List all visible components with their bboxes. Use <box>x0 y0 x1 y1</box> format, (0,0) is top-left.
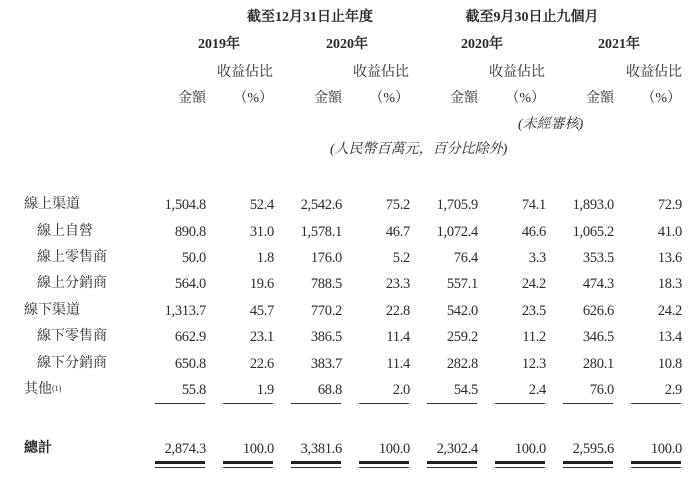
cell-fy2020-amount: 68.8 <box>317 382 342 398</box>
cell-9m2020-pct: 3.3 <box>528 250 546 266</box>
total-fy2019-pct: 100.0 <box>242 441 274 457</box>
row-label-online-channel: 線上渠道 <box>24 197 80 212</box>
unit-note: (人民幣百萬元，百分比除外) <box>330 142 508 157</box>
subtotal-rule <box>563 403 613 404</box>
cell-9m2021-pct: 24.2 <box>657 303 682 319</box>
cell-fy2020-amount: 386.5 <box>310 329 342 345</box>
period-header-fy: 截至12月31日止年度 <box>247 10 373 25</box>
share-label-3: 收益佔比 <box>489 65 545 80</box>
cell-fy2020-amount: 788.5 <box>310 276 342 292</box>
year-header-9m2021: 2021年 <box>598 37 640 52</box>
cell-9m2020-pct: 23.5 <box>521 303 546 319</box>
total-double-rule-thin <box>223 467 273 468</box>
total-double-rule-thick <box>359 461 409 464</box>
cell-fy2020-amount: 1,578.1 <box>300 224 342 240</box>
total-9m2021-pct: 100.0 <box>650 441 682 457</box>
cell-9m2020-pct: 2.4 <box>528 382 546 398</box>
cell-fy2019-amount: 55.8 <box>181 382 206 398</box>
share-label-2: 收益佔比 <box>353 65 409 80</box>
row-label-online-distributor: 線上分銷商 <box>37 276 107 291</box>
others-text: 其他 <box>24 382 52 397</box>
cell-fy2019-pct: 23.1 <box>249 329 274 345</box>
cell-9m2021-amount: 353.5 <box>582 250 614 266</box>
total-9m2020-amount: 2,302.4 <box>436 441 478 457</box>
total-fy2020-pct: 100.0 <box>378 441 410 457</box>
cell-fy2020-amount: 176.0 <box>310 250 342 266</box>
subtotal-rule <box>631 403 681 404</box>
total-9m2020-pct: 100.0 <box>514 441 546 457</box>
cell-fy2020-pct: 11.4 <box>386 356 410 372</box>
cell-9m2021-amount: 474.3 <box>582 276 614 292</box>
cell-fy2020-pct: 5.2 <box>392 250 410 266</box>
amount-label-4: 金額 <box>586 91 614 106</box>
cell-fy2020-pct: 22.8 <box>385 303 410 319</box>
cell-9m2020-pct: 74.1 <box>521 197 546 213</box>
total-double-rule-thin <box>155 467 205 468</box>
cell-9m2020-amount: 557.1 <box>446 276 478 292</box>
cell-9m2020-pct: 46.6 <box>521 224 546 240</box>
cell-fy2020-pct: 75.2 <box>385 197 410 213</box>
cell-fy2019-amount: 564.0 <box>174 276 206 292</box>
cell-fy2020-pct: 46.7 <box>385 224 410 240</box>
cell-9m2020-amount: 259.2 <box>446 329 478 345</box>
total-double-rule-thin <box>359 467 409 468</box>
cell-9m2021-amount: 280.1 <box>582 356 614 372</box>
subtotal-rule <box>291 403 341 404</box>
cell-fy2019-amount: 50.0 <box>181 250 206 266</box>
cell-fy2019-amount: 890.8 <box>174 224 206 240</box>
subtotal-rule <box>359 403 409 404</box>
cell-fy2020-amount: 2,542.6 <box>300 197 342 213</box>
cell-9m2020-amount: 542.0 <box>446 303 478 319</box>
cell-fy2020-amount: 770.2 <box>310 303 342 319</box>
cell-9m2021-pct: 2.9 <box>664 382 682 398</box>
cell-fy2019-pct: 1.8 <box>256 250 274 266</box>
cell-fy2020-pct: 11.4 <box>386 329 410 345</box>
cell-9m2021-pct: 13.4 <box>657 329 682 345</box>
percent-label-3: （%） <box>505 91 545 106</box>
year-header-2019: 2019年 <box>198 37 240 52</box>
period-header-9m: 截至9月30日止九個月 <box>465 10 599 25</box>
total-double-rule-thick <box>291 461 341 464</box>
cell-fy2020-pct: 2.0 <box>392 382 410 398</box>
cell-9m2021-pct: 13.6 <box>657 250 682 266</box>
subtotal-rule <box>427 403 477 404</box>
total-double-rule-thin <box>563 467 613 468</box>
cell-9m2020-amount: 54.5 <box>453 382 478 398</box>
total-double-rule-thin <box>631 467 681 468</box>
year-header-9m2020: 2020年 <box>461 37 503 52</box>
row-label-offline-channel: 線下渠道 <box>24 303 80 318</box>
cell-9m2021-amount: 1,065.2 <box>572 224 614 240</box>
footnote-marker: (1) <box>52 384 62 393</box>
row-label-total: 總計 <box>24 441 52 456</box>
cell-fy2019-pct: 45.7 <box>249 303 274 319</box>
cell-fy2019-amount: 650.8 <box>174 356 206 372</box>
cell-9m2021-pct: 72.9 <box>657 197 682 213</box>
cell-9m2020-pct: 24.2 <box>521 276 546 292</box>
cell-fy2019-pct: 52.4 <box>249 197 274 213</box>
cell-9m2020-amount: 282.8 <box>446 356 478 372</box>
percent-label-2: （%） <box>369 91 409 106</box>
total-fy2019-amount: 2,874.3 <box>164 441 206 457</box>
total-double-rule-thin <box>427 467 477 468</box>
cell-9m2021-amount: 76.0 <box>589 382 614 398</box>
row-label-online-retailer: 線上零售商 <box>37 250 107 265</box>
total-double-rule-thick <box>427 461 477 464</box>
total-double-rule-thick <box>631 461 681 464</box>
total-double-rule-thick <box>563 461 613 464</box>
cell-9m2020-pct: 11.2 <box>522 329 546 345</box>
cell-9m2021-amount: 346.5 <box>582 329 614 345</box>
cell-fy2019-pct: 1.9 <box>256 382 274 398</box>
cell-fy2020-pct: 23.3 <box>385 276 410 292</box>
year-header-2020: 2020年 <box>326 37 368 52</box>
total-fy2020-amount: 3,381.6 <box>300 441 342 457</box>
cell-fy2019-amount: 1,313.7 <box>164 303 206 319</box>
subtotal-rule <box>223 403 273 404</box>
cell-9m2020-amount: 1,072.4 <box>436 224 478 240</box>
cell-9m2021-amount: 626.6 <box>582 303 614 319</box>
percent-label-4: （%） <box>641 91 681 106</box>
cell-9m2020-amount: 76.4 <box>453 250 478 266</box>
cell-fy2020-amount: 383.7 <box>310 356 342 372</box>
subtotal-rule <box>155 403 205 404</box>
row-label-offline-distributor: 線下分銷商 <box>37 356 107 371</box>
amount-label-2: 金額 <box>314 91 342 106</box>
cell-9m2021-pct: 41.0 <box>657 224 682 240</box>
row-label-others <box>24 382 61 398</box>
cell-9m2020-pct: 12.3 <box>521 356 546 372</box>
total-double-rule-thick <box>495 461 545 464</box>
row-label-online-self: 線上自營 <box>37 224 93 239</box>
percent-label-1: （%） <box>233 91 273 106</box>
cell-fy2019-pct: 22.6 <box>249 356 274 372</box>
cell-9m2020-amount: 1,705.9 <box>436 197 478 213</box>
cell-9m2021-pct: 10.8 <box>657 356 682 372</box>
amount-label-3: 金額 <box>450 91 478 106</box>
total-double-rule-thick <box>223 461 273 464</box>
cell-fy2019-pct: 31.0 <box>249 224 274 240</box>
cell-fy2019-amount: 1,504.8 <box>164 197 206 213</box>
amount-label-1: 金額 <box>178 91 206 106</box>
total-double-rule-thick <box>155 461 205 464</box>
cell-9m2021-amount: 1,893.0 <box>572 197 614 213</box>
cell-9m2021-pct: 18.3 <box>657 276 682 292</box>
total-9m2021-amount: 2,595.6 <box>572 441 614 457</box>
cell-fy2019-pct: 19.6 <box>249 276 274 292</box>
share-label-1: 收益佔比 <box>217 65 273 80</box>
share-label-4: 收益佔比 <box>626 65 682 80</box>
unaudited-note: (未經審核) <box>518 117 584 132</box>
cell-fy2019-amount: 662.9 <box>174 329 206 345</box>
row-label-offline-retailer: 線下零售商 <box>37 329 107 344</box>
subtotal-rule <box>495 403 545 404</box>
total-double-rule-thin <box>495 467 545 468</box>
total-double-rule-thin <box>291 467 341 468</box>
